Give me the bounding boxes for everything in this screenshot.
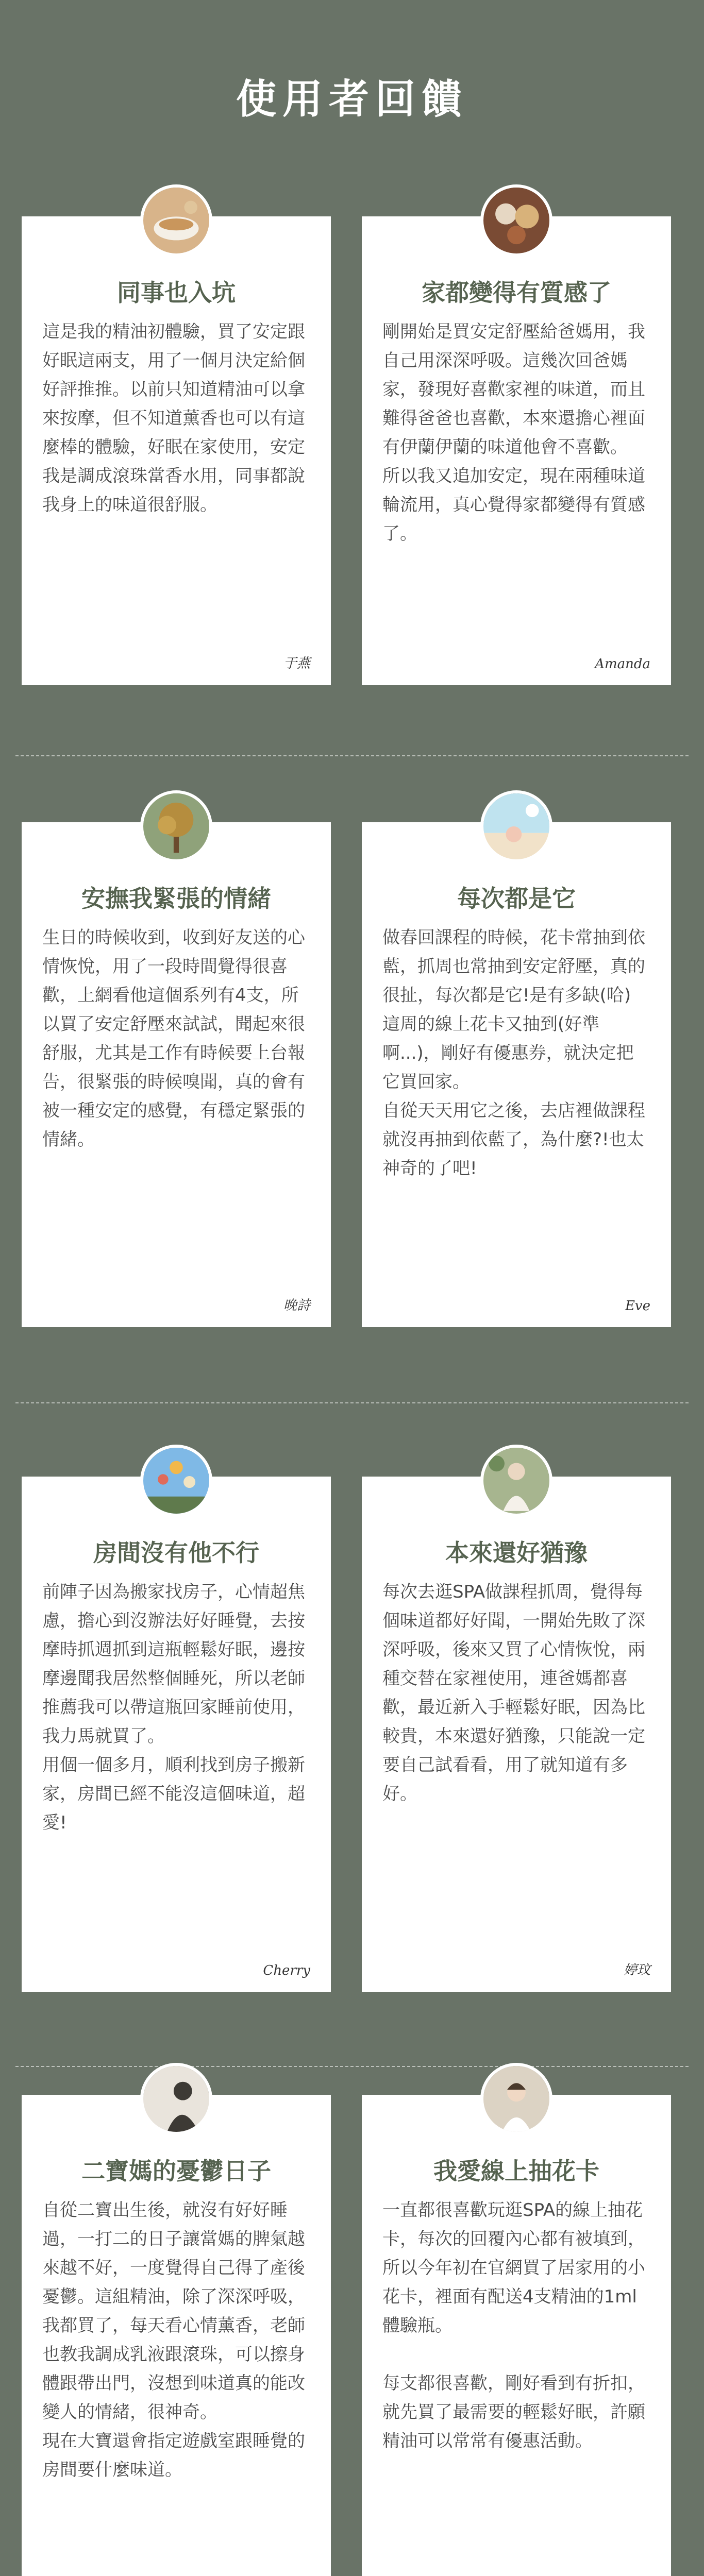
card-body	[382, 923, 650, 1183]
signature: Amanda	[595, 656, 650, 672]
bowl-dark-avatar	[480, 184, 552, 257]
card-title: 二寶媽的憂鬱日子	[81, 2157, 271, 2185]
signature: 婷玟	[623, 1962, 650, 1978]
card-title: 本來還好猶豫	[445, 1539, 588, 1567]
feedback-card	[22, 822, 331, 1327]
card-paragraph: 生日的時候收到，收到好友送的心情恢悅，用了一段時間覺得很喜歡，上網看他這個系列有4支，所以買了安定舒壓來試試，聞起來很舒服，尤其是工作有時候要上台報告，很緊張的時候嗅聞，真的會有被一種安定的感覺，有穩定緊張的情緒。	[42, 927, 305, 1150]
balloon-avatar	[140, 1445, 212, 1517]
card-paragraph: 每支都很喜歡，剛好看到有折扣，就先買了最需要的輕鬆好眠，許願精油可以常常有優惠活動。	[382, 2373, 645, 2451]
card-paragraph: 每次去逛SPA做課程抓周，覺得每個味道都好好聞，一開始先敗了深深呼吸，後來又買了心情恢悅，兩種交替在家裡使用，連爸媽都喜歡，最近新入手輕鬆好眠，因為比較貴，本來還好猶豫，只能說一定要自己試看看，用了就知道有多好。	[382, 1582, 645, 1804]
card-title: 每次都是它	[457, 885, 576, 912]
signature: Eve	[625, 1298, 650, 1314]
signature: 于燕	[283, 656, 310, 671]
signature: Cherry	[263, 1963, 310, 1978]
card-title: 家都變得有質感了	[422, 279, 611, 307]
card-paragraph: 剛開始是買安定舒壓給爸媽用，我自己用深深呼吸。這幾次回爸媽家，發現好喜歡家裡的味道，而且難得爸爸也喜歡，本來還擔心裡面有伊蘭伊蘭的味道他會不喜歡。	[382, 321, 645, 457]
card-body	[42, 317, 310, 519]
card-paragraph: 一直都很喜歡玩逛SPA的線上抽花卡，每次的回覆內心都有被填到，所以今年初在官網買了居家用的小花卡，裡面有配送4支精油的1ml體驗瓶。	[382, 2200, 645, 2336]
card-body	[382, 1578, 650, 1808]
feedback-card	[362, 216, 671, 685]
card-body	[42, 2196, 310, 2484]
feedback-card	[22, 2095, 331, 2576]
bowl-avatar	[140, 184, 212, 257]
card-body	[42, 1578, 310, 1837]
section-divider	[15, 755, 689, 756]
page-title: 使用者回饋	[236, 76, 468, 123]
garden-avatar	[480, 1445, 552, 1517]
card-paragraph: 現在大寶還會指定遊戲室跟睡覺的房間要什麼味道。	[42, 2431, 305, 2480]
feedback-card	[362, 2095, 671, 2576]
card-paragraph: 這周的線上花卡又抽到(好準啊...)，剛好有優惠券，就決定把它買回家。	[382, 1014, 634, 1092]
card-title: 我愛線上抽花卡	[433, 2157, 599, 2185]
section-divider	[15, 2066, 689, 2067]
section-divider	[15, 1402, 689, 1403]
card-body	[382, 2196, 650, 2455]
silhouette-avatar	[140, 2063, 212, 2135]
feedback-card	[362, 1477, 671, 1992]
beach-avatar	[480, 790, 552, 862]
feedback-card	[22, 216, 331, 685]
feedback-card	[362, 822, 671, 1327]
tree-avatar	[140, 790, 212, 862]
person-avatar	[480, 2063, 552, 2135]
card-paragraph: 自從二寶出生後，就沒有好好睡過，一打二的日子讓當媽的脾氣越來越不好，一度覺得自己得了產後憂鬱。這組精油，除了深深呼吸，我都買了，每天看心情薰香，老師也教我調成乳液跟滾珠，可以擦身體跟帶出門，沒想到味道真的能改變人的情緒，很神奇。	[42, 2200, 305, 2422]
card-paragraph: 用個一個多月，順利找到房子搬新家，房間已經不能沒這個味道，超愛!	[42, 1755, 305, 1833]
card-paragraph: 前陣子因為搬家找房子，心情超焦慮，擔心到沒辦法好好睡覺，去按摩時抓週抓到這瓶輕鬆好眠，邊按摩邊聞我居然整個睡死，所以老師推薦我可以帶這瓶回家睡前使用，我力馬就買了。	[42, 1582, 305, 1747]
card-title: 安撫我緊張的情緒	[81, 885, 271, 912]
card-body	[42, 923, 310, 1154]
card-paragraph: 做春回課程的時候，花卡常抽到依藍，抓周也常抽到安定舒壓，真的很扯，每次都是它!是有多缺(哈)	[382, 927, 645, 1006]
card-paragraph: 自從天天用它之後，去店裡做課程就沒再抽到依藍了，為什麼?!也太神奇的了吧!	[382, 1100, 645, 1179]
card-title: 房間沒有他不行	[93, 1539, 259, 1567]
card-title: 同事也入坑	[117, 279, 236, 307]
signature: 晚詩	[283, 1298, 310, 1313]
card-paragraph: 所以我又追加安定，現在兩種味道輪流用，真心覺得家都變得有質感了。	[382, 466, 645, 544]
card-body	[382, 317, 650, 548]
feedback-card	[22, 1477, 331, 1992]
card-paragraph: 這是我的精油初體驗，買了安定跟好眠這兩支，用了一個月決定給個好評推推。以前只知道精油可以拿來按摩，但不知道薰香也可以有這麼棒的體驗，好眠在家使用，安定我是調成滾珠當香水用，同事都說我身上的味道很舒服。	[42, 321, 305, 515]
